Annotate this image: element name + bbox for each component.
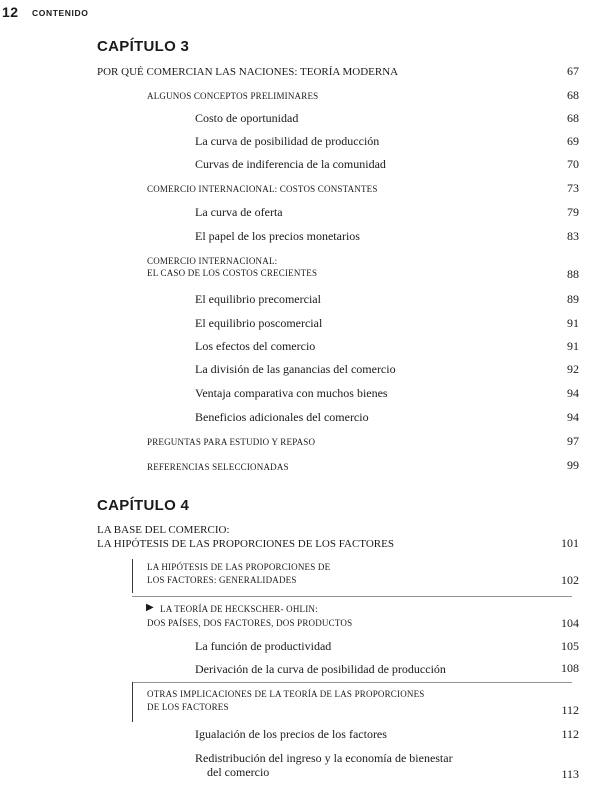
toc-section-referencias[interactable] bbox=[147, 462, 289, 472]
chapter-4-title: CAPÍTULO 4 bbox=[97, 497, 190, 514]
toc-page-number: 88 bbox=[567, 267, 579, 281]
toc-subsection-title-line1: Redistribución del ingreso y la economía de bienestar bbox=[195, 751, 453, 765]
section-rule bbox=[132, 559, 133, 593]
toc-subsection[interactable] bbox=[195, 317, 322, 331]
toc-page-number: 104 bbox=[561, 616, 579, 630]
toc-section-heckscher-ohlin[interactable] bbox=[160, 604, 318, 614]
toc-section-title: ALGUNOS CONCEPTOS PRELIMINARES bbox=[147, 91, 319, 101]
toc-page-number: 112 bbox=[561, 703, 579, 717]
toc-section-title-line1: LA HIPÓTESIS DE LAS PROPORCIONES DE bbox=[147, 562, 331, 572]
toc-entry-ch3-main[interactable] bbox=[97, 66, 398, 79]
toc-page-number: 89 bbox=[567, 292, 579, 306]
toc-page-number: 112 bbox=[561, 727, 579, 741]
toc-section-title-line2: DOS PAÍSES, DOS FACTORES, DOS PRODUCTOS bbox=[147, 618, 353, 628]
toc-page-number: 68 bbox=[567, 111, 579, 125]
toc-subsection-title: Derivación de la curva de posibilidad de producción bbox=[195, 662, 446, 676]
toc-entry-title: POR QUÉ COMERCIAN LAS NACIONES: TEORÍA MODERNA bbox=[97, 66, 399, 78]
toc-page-number: 102 bbox=[561, 573, 579, 587]
toc-subsection[interactable] bbox=[195, 135, 379, 149]
toc-subsection-title: La división de las ganancias del comercio bbox=[195, 362, 396, 376]
toc-subsection-title: Igualación de los precios de los factores bbox=[195, 727, 387, 741]
toc-page-number: 99 bbox=[567, 458, 579, 472]
section-header: CONTENIDO bbox=[32, 8, 89, 18]
toc-section-title-line2: LOS FACTORES: GENERALIDADES bbox=[147, 575, 297, 586]
toc-page-number: 67 bbox=[567, 64, 579, 78]
toc-entry-ch4-main[interactable] bbox=[97, 524, 394, 550]
toc-subsection[interactable] bbox=[195, 640, 331, 654]
toc-page-number: 94 bbox=[567, 410, 579, 424]
toc-subsection[interactable] bbox=[195, 158, 386, 172]
chapter-3-title: CAPÍTULO 3 bbox=[97, 38, 190, 55]
toc-entry-title-line2: LA HIPÓTESIS DE LAS PROPORCIONES DE LOS FACTORES bbox=[97, 537, 394, 550]
toc-entry-title-line1: LA BASE DEL COMERCIO: bbox=[97, 524, 230, 536]
toc-subsection-title: Los efectos del comercio bbox=[195, 339, 316, 353]
toc-subsection[interactable] bbox=[195, 728, 387, 742]
toc-page-number: 69 bbox=[567, 134, 579, 148]
toc-subsection[interactable] bbox=[195, 340, 315, 354]
toc-page-number: 83 bbox=[567, 229, 579, 243]
toc-subsection-title: El papel de los precios monetarios bbox=[195, 229, 360, 243]
current-section-arrow-icon: ▶ bbox=[146, 602, 154, 613]
toc-subsection[interactable] bbox=[195, 387, 388, 401]
toc-page-number: 79 bbox=[567, 205, 579, 219]
toc-subsection-title: Ventaja comparativa con muchos bienes bbox=[195, 386, 388, 400]
toc-subsection-title: Costo de oportunidad bbox=[195, 111, 299, 125]
toc-page-number: 94 bbox=[567, 386, 579, 400]
toc-subsection-title: La curva de posibilidad de producción bbox=[195, 134, 380, 148]
toc-page-number: 101 bbox=[561, 536, 579, 550]
toc-subsection[interactable] bbox=[195, 411, 369, 425]
toc-page-number: 92 bbox=[567, 362, 579, 376]
toc-section-costos-constantes[interactable] bbox=[147, 184, 378, 194]
section-rule bbox=[132, 682, 133, 722]
toc-section-preguntas[interactable] bbox=[147, 437, 315, 447]
toc-subsection-title: La curva de oferta bbox=[195, 205, 283, 219]
toc-subsection-title: El equilibrio precomercial bbox=[195, 292, 321, 306]
toc-section-title-line2: EL CASO DE LOS COSTOS CRECIENTES bbox=[147, 268, 318, 279]
toc-section-preliminares[interactable] bbox=[147, 91, 318, 101]
toc-section-otras-implicaciones[interactable] bbox=[147, 689, 425, 713]
toc-subsection[interactable] bbox=[195, 663, 446, 677]
toc-section-title-line1: OTRAS IMPLICACIONES DE LA TEORÍA DE LAS PROPORCIONES bbox=[147, 689, 425, 699]
toc-subsection[interactable] bbox=[195, 363, 396, 377]
toc-section-title-line1: LA TEORÍA DE HECKSCHER- OHLIN: bbox=[160, 604, 318, 614]
toc-subsection[interactable] bbox=[195, 293, 321, 307]
toc-page-number: 73 bbox=[567, 181, 579, 195]
toc-page-number: 91 bbox=[567, 339, 579, 353]
toc-subsection-title: El equilibrio poscomercial bbox=[195, 316, 323, 330]
toc-section-title: PREGUNTAS PARA ESTUDIO Y REPASO bbox=[147, 437, 316, 447]
toc-page-number: 108 bbox=[561, 661, 579, 675]
toc-page-number: 97 bbox=[567, 434, 579, 448]
toc-page-number: 91 bbox=[567, 316, 579, 330]
toc-subsection[interactable] bbox=[195, 230, 360, 244]
toc-section-generalidades[interactable] bbox=[147, 562, 330, 586]
toc-page-number: 70 bbox=[567, 157, 579, 171]
toc-subsection[interactable] bbox=[195, 206, 283, 220]
toc-section-heckscher-ohlin-line2[interactable] bbox=[147, 618, 352, 628]
toc-page-number: 68 bbox=[567, 88, 579, 102]
toc-subsection-title: La función de productividad bbox=[195, 639, 332, 653]
page-number: 12 bbox=[2, 4, 19, 20]
toc-subsection-title: Beneficios adicionales del comercio bbox=[195, 410, 369, 424]
toc-page-number: 105 bbox=[561, 639, 579, 653]
toc-section-title-line1: COMERCIO INTERNACIONAL: bbox=[147, 256, 278, 266]
section-divider bbox=[132, 682, 572, 683]
toc-subsection[interactable] bbox=[195, 112, 298, 126]
toc-subsection-title-line2: del comercio bbox=[207, 764, 270, 779]
toc-section-title: REFERENCIAS SELECCIONADAS bbox=[147, 462, 289, 472]
toc-page-number: 113 bbox=[561, 767, 579, 781]
toc-subsection-title: Curvas de indiferencia de la comunidad bbox=[195, 157, 386, 171]
toc-subsection-redistribucion[interactable] bbox=[195, 752, 453, 780]
section-divider bbox=[132, 596, 572, 597]
toc-section-costos-crecientes[interactable] bbox=[147, 256, 317, 279]
toc-section-title-line2: DE LOS FACTORES bbox=[147, 702, 229, 713]
toc-section-title: COMERCIO INTERNACIONAL: COSTOS CONSTANTES bbox=[147, 184, 378, 194]
